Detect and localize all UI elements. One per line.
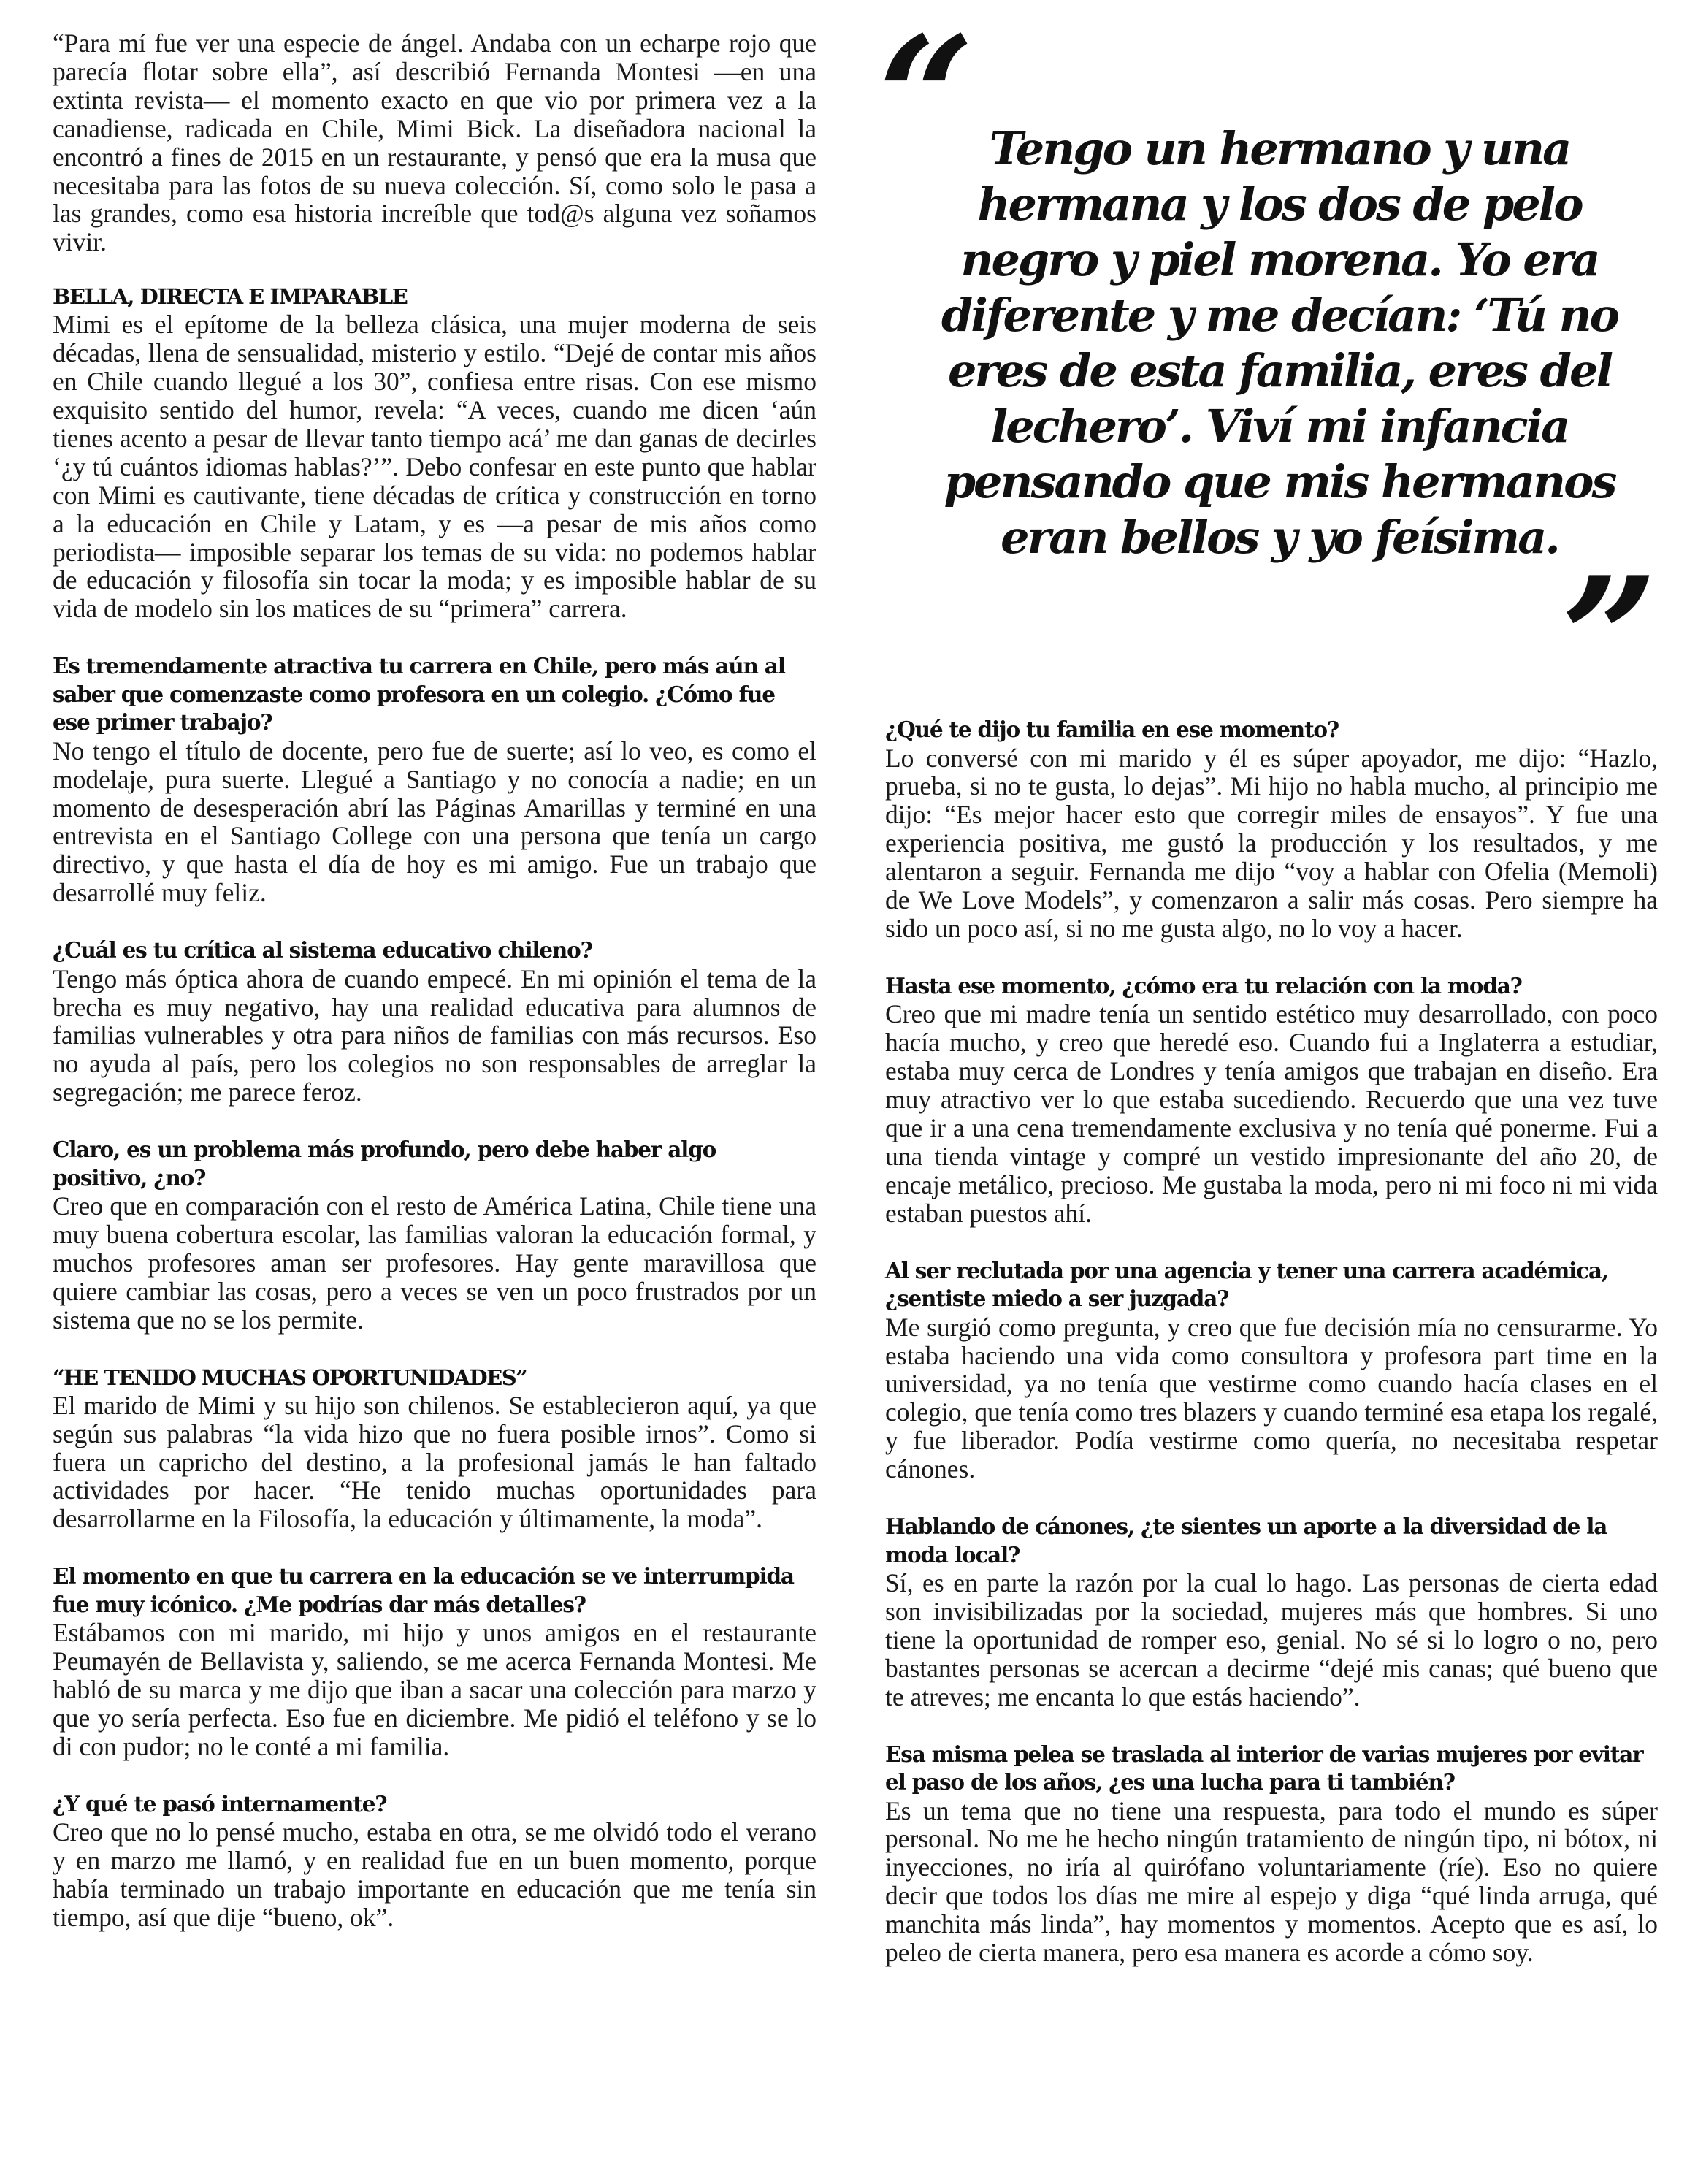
interview-question: ¿Cuál es tu crítica al sistema educativo chileno? bbox=[53, 937, 592, 963]
interview-answer: Tengo más óptica ahora de cuando empecé. En mi opinión el tema de la brecha es muy negativo, hay una realidad educativa para alumnos de familias vulnerables y otra para niños de familias con más recursos. Eso no ayuda al país, pero los colegios no son responsables de arreglar la segregación; me parece feroz. bbox=[53, 963, 816, 1107]
open-quote-mark: “ bbox=[878, 0, 975, 197]
interview-question: El momento en que tu carrera en la educación se ve interrumpida fue muy icónico. ¿Me podrías dar más detalles? bbox=[53, 1563, 794, 1617]
interview-answer: Lo conversé con mi marido y él es súper apoyador, me dijo: “Hazlo, prueba, si no te gusta, lo dejas”. Mi hijo no habla mucho, al principio me dijo: “Es mejor hacer esto que corregir miles de ensayos”. Y fue una experiencia positiva, me gustó la producción y los resultados, y me alentaron a seguir. Fernanda me dijo “voy a hablar con Ofelia (Memoli) de We Love Models”, y comenzaron a salir más cosas. Pero siempre ha sido un poco así, si no me gusta algo, no lo voy a hacer. bbox=[885, 743, 1658, 943]
interview-question: Esa misma pelea se traslada al interior de varias mujeres por evitar el paso de los años, ¿es una lucha para ti también? bbox=[885, 1741, 1643, 1795]
interview-question: Hasta ese momento, ¿cómo era tu relación con la moda? bbox=[885, 972, 1522, 999]
interview-question: Es tremendamente atractiva tu carrera en Chile, pero más aún al saber que comenzaste como profesora en un colegio. ¿Cómo fue ese primer trabajo? bbox=[53, 653, 785, 736]
interview-answer: No tengo el título de docente, pero fue de suerte; así lo veo, es como el modelaje, pura suerte. Llegué a Santiago y no conocía a nadie; en un momento de desesperación abrí las Páginas Amarillas y terminé en una entrevista en el Santiago College con una persona que tenía un cargo directivo, y que hasta el día de hoy es mi amigo. Fue un trabajo que desarrollé muy feliz. bbox=[53, 736, 816, 908]
body-paragraph: El marido de Mimi y su hijo son chilenos. Se establecieron aquí, ya que según sus palabras “la vida hizo que no fuera posible irnos”. Como si fuera un capricho del destino, a la profesional jamás le han faltado actividades por hacer. “He tenido muchas oportunidades para desarrollarme en la Filosofía, la educación y últimamente, la moda”. bbox=[53, 1390, 816, 1534]
body-paragraph: Mimi es el epítome de la belleza clásica, una mujer moderna de seis décadas, llena de sensualidad, misterio y estilo. “Dejé de contar mis años en Chile cuando llegué a los 30”, confiesa entre risas. Con ese mismo exquisito sentido del humor, revela: “A veces, cuando me dicen ‘aún tienes acento a pesar de llevar tanto tiempo acá’ me dan ganas de decirles ‘¿y tú cuántos idiomas hablas?’”. Debo confesar en este punto que hablar con Mimi es cautivante, tiene décadas de crítica y construcción en torno a la educación en Chile y Latam, y es —a pesar de mis años como periodista— imposible separar los temas de su vida: no podemos hablar de educación y filosofía sin tocar la moda; y es imposible hablar de su vida de modelo sin los matices de su “primera” carrera. bbox=[53, 310, 816, 624]
interview-question: ¿Qué te dijo tu familia en ese momento? bbox=[885, 717, 1339, 742]
interview-answer: Es un tema que no tiene una respuesta, para todo el mundo es súper personal. No me he hecho ningún tratamiento de ningún tipo, ni bótox, ni inyecciones, no iría al quirófano voluntariamente (ríe). Eso no quiere decir que todos los días me mire al espejo y diga “qué linda arruga, qué manchita más linda”, hay momentos y momentos. Acepto que es así, lo peleo de cierta manera, pero esa manera es acorde a cómo soy. bbox=[885, 1795, 1658, 1968]
interview-answer: Creo que no lo pensé mucho, estaba en otra, se me olvidó todo el verano y en marzo me llamó, y en realidad fue en un buen momento, porque había terminado un trabajo importante en educación que me tenía sin tiempo, así que dije “bueno, ok”. bbox=[53, 1817, 816, 1932]
interview-answer: Me surgió como pregunta, y creo que fue decisión mía no censurarme. Yo estaba haciendo una vida como consultora y profesora part time en la universidad, ya no tenía que vestirme como cuando hacía clases en el colegio, que tenía como tres blazers y cuando terminé esa etapa los regalé, y fue liberador. Podía vestirme como quería, no necesitaba respetar cánones. bbox=[885, 1312, 1658, 1484]
section-heading-bella: BELLA, DIRECTA E IMPARABLE bbox=[53, 284, 408, 310]
interview-question: ¿Y qué te pasó internamente? bbox=[53, 1790, 387, 1817]
right-column bbox=[878, 0, 1658, 1968]
interview-question: Claro, es un problema más profundo, pero debe haber algo positivo, ¿no? bbox=[53, 1137, 716, 1191]
close-quote-mark: ” bbox=[1561, 541, 1658, 738]
interview-question: Al ser reclutada por una agencia y tener una carrera académica, ¿sentiste miedo a ser juzgada? bbox=[885, 1257, 1608, 1312]
interview-answer: Creo que mi madre tenía un sentido estético muy desarrollado, con poco hacía mucho, y creo que heredé eso. Cuando fui a Inglaterra a estudiar, estaba muy cerca de Londres y tenía amigos que trabajan en diseño. Era muy atractivo ver lo que estaba sucediendo. Recuerdo que una vez tuve que ir a una cena tremendamente exclusiva y no tenía qué ponerme. Fui a una tienda vintage y compré un vestido impresionante del año 20, de encaje metálico, precioso. Me gustaba la moda, pero ni mi foco ni mi vida estaban puestos ahí. bbox=[885, 999, 1658, 1228]
interview-answer: Sí, es en parte la razón por la cual lo hago. Las personas de cierta edad son invisibilizadas por la sociedad, mujeres más que hombres. Si uno tiene la oportunidad de romper eso, genial. No sé si lo logro o no, pero bastantes personas se acercan a decirme “dejé mis canas; qué bueno que te atreves; me encanta lo que estás haciendo”. bbox=[885, 1568, 1658, 1711]
pull-quote-text: Tengo un hermano y una hermana y los dos de pelo negro y piel morena. Yo era diferente y me decían: ‘Tú no eres de esta familia, eres del lechero’. Viví mi infancia pensando que mis hermanos eran bellos y yo feísima. bbox=[941, 122, 1618, 564]
section-heading-oportunidades: “HE TENIDO MUCHAS OPORTUNIDADES” bbox=[53, 1364, 527, 1390]
intro-paragraph: “Para mí fue ver una especie de ángel. Andaba con un echarpe rojo que parecía flotar sobre ella”, así describió Fernanda Montesi —en una extinta revista— el momento exacto en que vio por primera vez a la canadiense, radicada en Chile, Mimi Bick. La diseñadora nacional la encontró a fines de 2015 en un restaurante, y pensó que era la musa que necesitaba para las fotos de su nueva colección. Sí, como solo le pasa a las grandes, como esa historia increíble que tod@s alguna vez soñamos vivir. bbox=[53, 28, 816, 257]
interview-question: Hablando de cánones, ¿te sientes un aporte a la diversidad de la moda local? bbox=[885, 1513, 1607, 1568]
interview-answer: Estábamos con mi marido, mi hijo y unos amigos en el restaurante Peumayén de Bellavista y, saliendo, se me acerca Fernanda Montesi. Me habló de su marca y me dijo que iban a sacar una colección para marzo y que yo sería perfecta. Eso fue en diciembre. Me pidió el teléfono y se lo di con pudor; no le conté a mi familia. bbox=[53, 1618, 816, 1761]
left-column bbox=[53, 29, 816, 1932]
interview-answer: Creo que en comparación con el resto de América Latina, Chile tiene una muy buena cobertura escolar, las familias valoran la educación formal, y muchos profesores aman ser profesores. Hay gente maravillosa que quiere cambiar las cosas, pero a veces se ven un poco frustrados por un sistema que no se los permite. bbox=[53, 1191, 816, 1335]
